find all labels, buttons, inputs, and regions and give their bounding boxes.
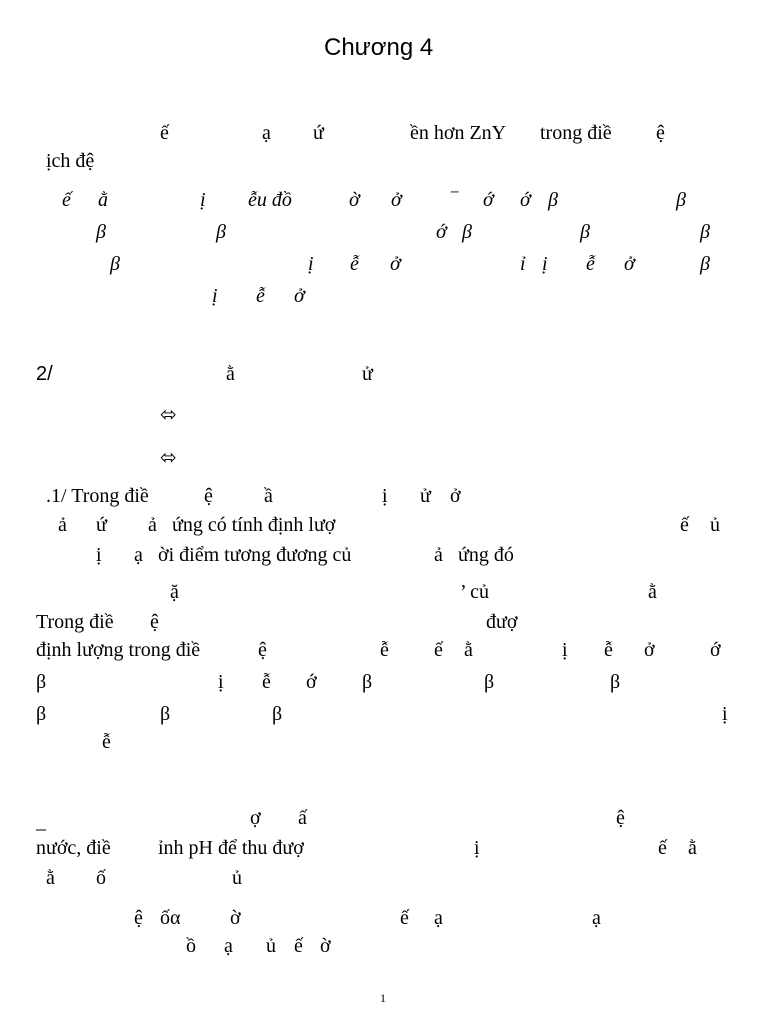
text-fragment: ử	[420, 485, 431, 507]
text-fragment: ợ	[250, 807, 261, 829]
text-fragment: ệ	[616, 807, 625, 829]
text-fragment: β	[36, 671, 47, 693]
text-fragment: β	[462, 221, 472, 243]
text-fragment: ế	[294, 935, 303, 957]
text-fragment: .1/ Trong điề	[46, 485, 149, 507]
text-fragment: ị	[96, 544, 102, 566]
text-fragment: ớ	[436, 221, 447, 243]
equilibrium-arrow-icon: ⬄	[160, 447, 177, 469]
text-fragment: ệ	[204, 485, 213, 507]
text-fragment: ⁻	[447, 185, 458, 207]
text-fragment: ở	[294, 285, 305, 307]
text-fragment: định lượng trong điề	[36, 639, 201, 661]
text-fragment: ạ	[592, 907, 601, 929]
text-fragment: ằ	[226, 363, 235, 385]
text-fragment: ứ	[313, 122, 324, 144]
text-fragment: ế	[400, 907, 409, 929]
text-fragment: ền hơn ZnY	[410, 122, 507, 144]
text-fragment: Trong điề	[36, 611, 114, 633]
text-fragment: ế	[434, 639, 443, 661]
text-fragment: ớ	[710, 639, 721, 661]
text-fragment: ị	[382, 485, 388, 507]
text-fragment: ị	[562, 639, 568, 661]
text-fragment: ệ	[258, 639, 267, 661]
text-fragment: ở	[624, 253, 635, 275]
equilibrium-arrow-icon: ⬄	[160, 404, 177, 426]
text-fragment: ỉ	[520, 253, 526, 275]
section-number: 2/	[36, 363, 53, 385]
text-fragment: β	[610, 671, 621, 693]
text-fragment: ằ	[46, 867, 55, 889]
text-fragment: β	[216, 221, 226, 243]
text-fragment: ở	[644, 639, 655, 661]
text-fragment: ạ	[262, 122, 271, 144]
text-fragment: ả	[58, 514, 67, 536]
text-fragment: ạ	[434, 907, 443, 929]
text-fragment: ế	[160, 122, 169, 144]
text-fragment: ấ	[298, 807, 307, 829]
text-fragment: ủ	[266, 935, 276, 957]
text-fragment: ớ	[306, 671, 317, 693]
text-fragment: ồ	[186, 935, 196, 957]
text-fragment: β	[548, 189, 558, 211]
text-fragment: ễ	[256, 285, 265, 307]
text-fragment: _	[36, 811, 46, 833]
text-fragment: ’ củ	[460, 581, 490, 603]
text-fragment: ằ	[464, 639, 473, 661]
page-number: 1	[380, 991, 386, 1005]
text-fragment: ế	[658, 837, 667, 859]
text-fragment: ớ	[520, 189, 531, 211]
text-fragment: ở	[390, 253, 401, 275]
text-fragment: ớ	[483, 189, 494, 211]
text-fragment: ễ	[350, 253, 359, 275]
text-fragment: ờ	[349, 189, 360, 211]
text-fragment: β	[272, 703, 283, 725]
text-fragment: ạ	[134, 544, 143, 566]
text-fragment: β	[362, 671, 373, 693]
text-fragment: β	[484, 671, 495, 693]
text-fragment: β	[676, 189, 686, 211]
text-fragment: ị	[218, 671, 224, 693]
text-fragment: ễ	[262, 671, 271, 693]
text-fragment: ở	[450, 485, 461, 507]
text-fragment: ị	[200, 189, 206, 211]
text-fragment: ễ	[586, 253, 595, 275]
text-fragment: ằ	[688, 837, 697, 859]
text-fragment: ử	[362, 363, 373, 385]
text-fragment: ễu đồ	[248, 189, 292, 211]
text-fragment: nước, điề	[36, 837, 111, 859]
text-fragment: ế	[680, 514, 689, 536]
text-fragment: trong điề	[540, 122, 612, 144]
page-title: Chương 4	[324, 34, 434, 61]
text-fragment: ủ	[710, 514, 720, 536]
text-fragment: ằ	[98, 189, 108, 211]
text-fragment: ứng có tính định lượ	[172, 514, 336, 536]
text-fragment: ị	[542, 253, 548, 275]
text-fragment: ủ	[232, 867, 242, 889]
text-fragment: ở	[391, 189, 402, 211]
text-fragment: ả	[434, 544, 443, 566]
text-fragment: β	[160, 703, 171, 725]
text-fragment: ễ	[604, 639, 613, 661]
text-fragment: ị	[474, 837, 480, 859]
text-fragment: ệ	[150, 611, 159, 633]
text-fragment: β	[700, 221, 710, 243]
text-fragment: ốα	[160, 907, 181, 929]
text-fragment: ằ	[648, 581, 657, 603]
text-fragment: ời điểm tương đương củ	[158, 544, 352, 566]
text-fragment: β	[110, 253, 120, 275]
text-fragment: ạ	[224, 935, 233, 957]
text-fragment: ị	[212, 285, 218, 307]
text-fragment: ả	[148, 514, 157, 536]
text-fragment: ặ	[170, 581, 179, 603]
text-fragment: ầ	[264, 485, 273, 507]
text-fragment: ệ	[656, 122, 665, 144]
text-fragment: ễ	[380, 639, 389, 661]
text-fragment: ệ	[134, 907, 143, 929]
text-fragment: β	[580, 221, 590, 243]
text-fragment: ị	[722, 703, 728, 725]
text-fragment: ờ	[230, 907, 241, 929]
text-fragment: β	[700, 253, 710, 275]
text-fragment: ố	[96, 867, 106, 889]
text-fragment: ỉnh pH để thu đượ	[158, 837, 304, 859]
text-fragment: ị	[308, 253, 314, 275]
text-fragment: ễ	[102, 731, 111, 753]
text-fragment: β	[36, 703, 47, 725]
text-fragment: ờ	[320, 935, 331, 957]
text-fragment: ịch đệ	[46, 150, 95, 172]
text-fragment: β	[96, 221, 106, 243]
text-fragment: ứ	[96, 514, 107, 536]
text-fragment: ứng đó	[458, 544, 514, 566]
text-fragment: ế	[62, 189, 71, 211]
text-fragment: đượ	[486, 611, 518, 633]
